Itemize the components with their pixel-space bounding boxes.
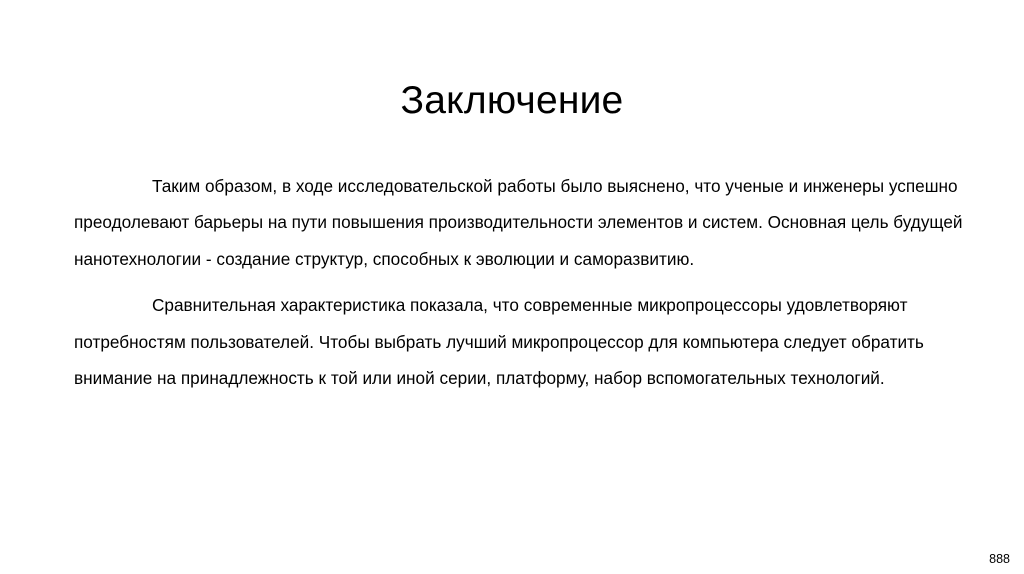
body-paragraph: Сравнительная характеристика показала, что современные микропроцессоры удовлетворяют потребностям пользователей. Чтобы выбрать лучший микропроцессор для компьютера следует обратить внимание на принадлежность к той или иной серии, платформу, набор вспомогательных технологий. <box>74 295 924 389</box>
page-number: 888 <box>989 552 1010 566</box>
page-title: Заключение <box>400 79 624 123</box>
body-paragraph: Таким образом, в ходе исследовательской работы было выяснено, что ученые и инженеры успешно преодолевают барьеры на пути повышения производительности элементов и систем. Основная цель будущей нанотехнологии - создание структур, способных к эволюции и саморазвитию. <box>74 176 963 269</box>
slide-body <box>74 168 964 397</box>
